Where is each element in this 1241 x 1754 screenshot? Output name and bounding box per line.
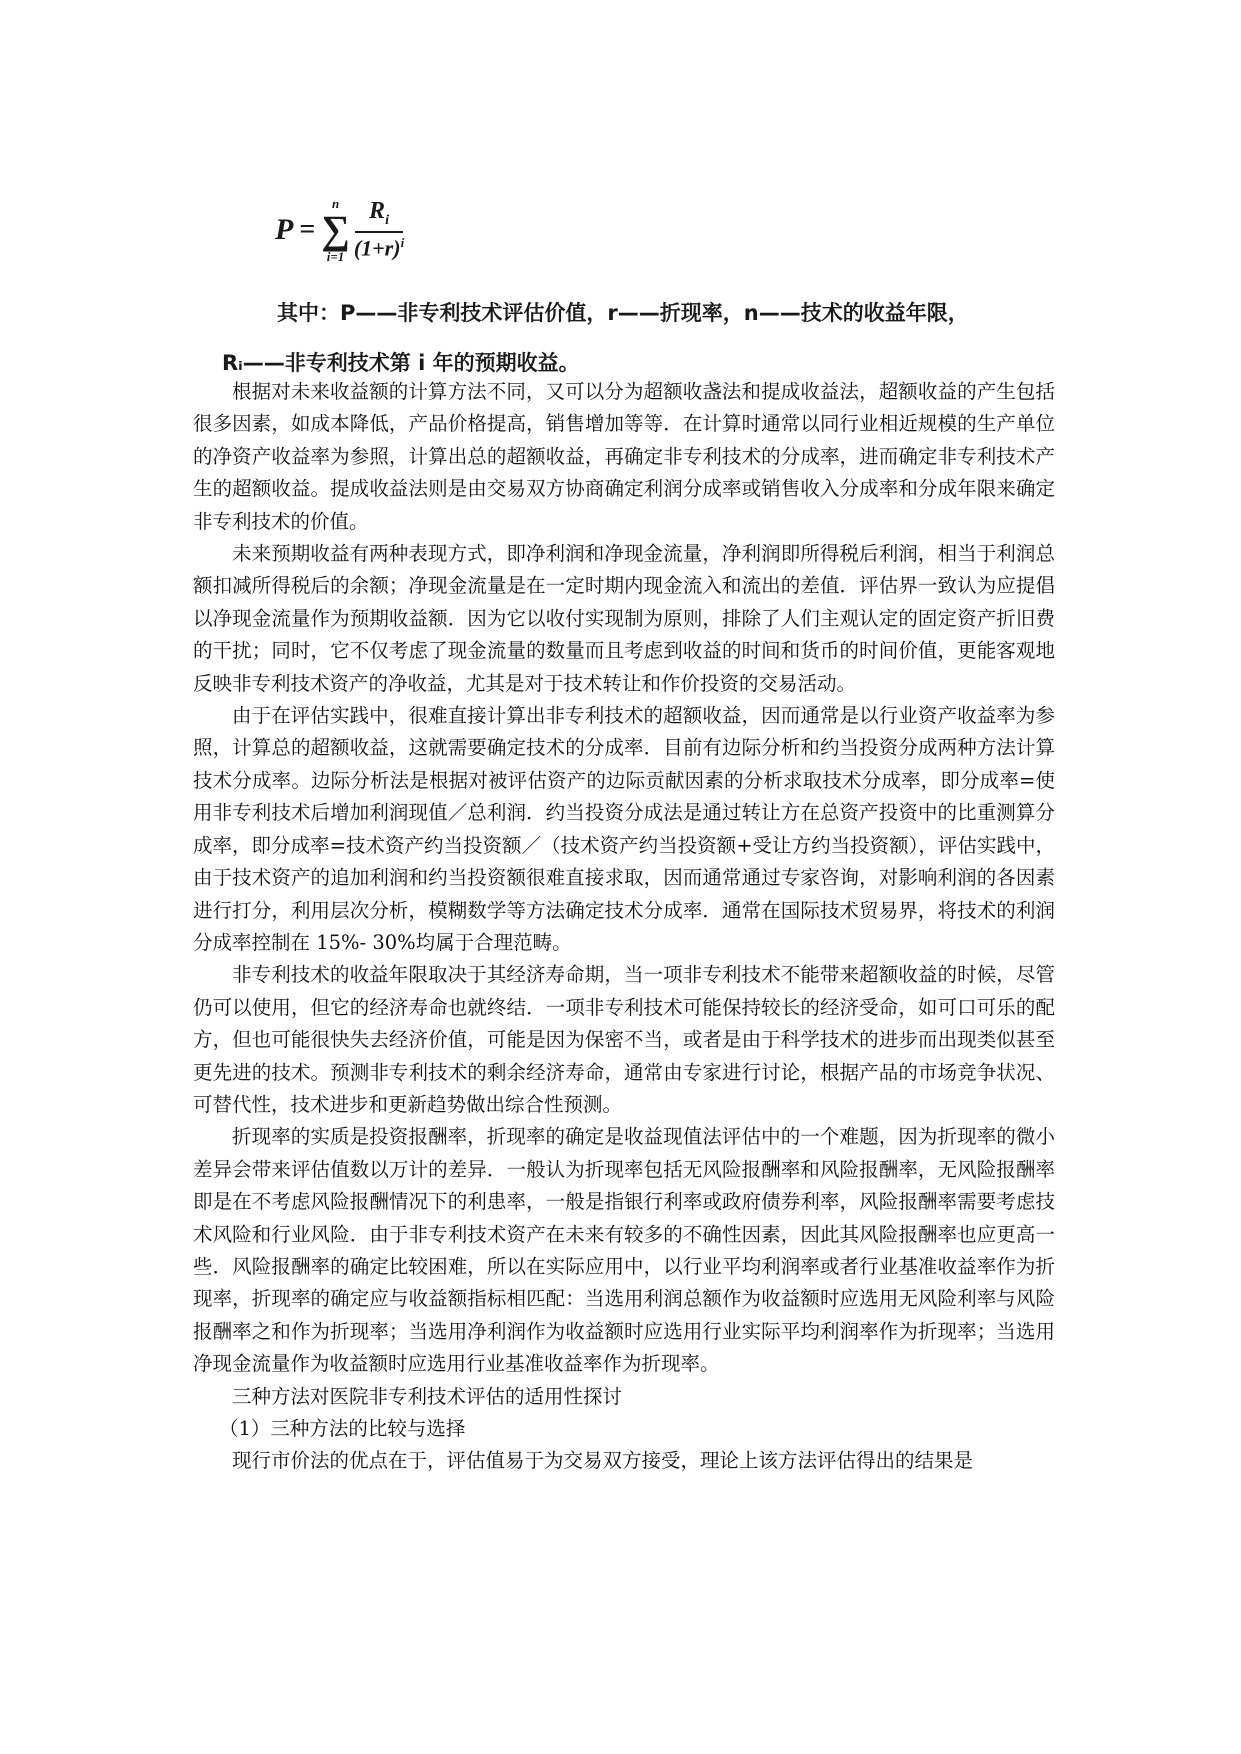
sigma-symbol: ∑ — [321, 207, 350, 252]
section-heading: 三种方法对医院非专利技术评估的适用性探讨 — [232, 1384, 623, 1408]
valuation-formula — [275, 190, 404, 270]
formula-definitions — [222, 288, 1062, 388]
paragraph-market-method: 现行市价法的优点在于，评估值易于为交易双方接受，理论上该方法评估得出的结果是 — [232, 1449, 974, 1473]
denominator-superscript: i — [400, 235, 405, 251]
paragraph-expected-income: 未来预期收益有两种表现方式，即净利润和净现金流量，净利润即所得税后利润，相当于利润总额扣减所得税后的余额；净现金流量是在一定时期内现金流入和流出的差值．评估界一致认为应提倡以净现金流量作为预期收益额．因为它以收付实现制为原则，排除了人们主观认定的固定资产折旧费的干扰；同时，它不仅考虑了现金流量的数量而且考虑到收益的时间和货币的时间价值，更能客观地反映非专利技术资产的净收益，尤其是对于技术转让和作价投资的交易活动。 — [193, 542, 1055, 695]
fraction-numerator: $R_i$ — [355, 198, 403, 233]
definition-line-2: Rᵢ——非专利技术第 i 年的预期收益。 — [222, 351, 580, 375]
numerator-subscript: i — [385, 213, 389, 229]
subsection-heading: （1）三种方法的比较与选择 — [219, 1417, 466, 1440]
body-text — [193, 376, 1055, 1478]
sum-lower-limit: i=1 — [326, 249, 345, 264]
fraction — [354, 198, 404, 261]
paragraph-discount-rate: 折现率的实质是投资报酬率，折现率的确定是收益现值法评估中的一个难题，因为折现率的微小差异会带来评估值数以万计的差异．一般认为折现率包括无风险报酬率和风险报酬率，无风险报酬率即是在不考虑风险报酬情况下的利患率，一般是指银行利率或政府债券利率，风险报酬率需要考虑技术风险和行业风险．由于非专利技术资产在未来有较多的不确性因素，因此其风险报酬率也应更高一些．风险报酬率的确定比较困难，所以在实际应用中，以行业平均利润率或者行业基准收益率作为折现率，折现率的确定应与收益额指标相匹配：当选用利润总额作为收益额时应选用无风险利率与风险报酬率之和作为折现率；当选用净利润作为收益额时应选用行业实际平均利润率作为折现率；当选用净现金流量作为收益额时应选用行业基准收益率作为折现率。 — [193, 1125, 1055, 1376]
formula-equals: = — [299, 214, 316, 245]
paragraph-excess-income: 根据对未来收益额的计算方法不同，又可以分为超额收盏法和提成收益法，超额收益的产生包括很多因素，如成本降低，产品价格提高，销售增加等等．在计算时通常以同行业相近规模的生产单位的净资产收益率为参照，计算出总的超额收益，再确定非专利技术的分成率，进而确定非专利技术产生的超额收益。提成收益法则是由交易双方协商确定利润分成率或销售收入分成率和分成年限来确定非专利技术的价值。 — [193, 380, 1055, 533]
paragraph-sharing-rate: 由于在评估实践中，很难直接计算出非专利技术的超额收益，因而通常是以行业资产收益率为参照，计算总的超额收益，这就需要确定技术的分成率．目前有边际分析和约当投资分成两种方法计算技术分成率。边际分析法是根据对被评估资产的边际贡献因素的分析求取技术分成率，即分成率=使用非专利技术后增加利润现值／总利润．约当投资分成法是通过转让方在总资产投资中的比重测算分成率，即分成率=技术资产约当投资额／（技术资产约当投资额+受让方约当投资额），评估实践中，由于技术资产的追加利润和约当投资额很难直接求取，因而通常通过专家咨询，对影响利润的各因素进行打分，利用层次分析，模糊数学等方法确定技术分成率．通常在国际技术贸易界，将技术的利润分成率控制在 15%- 30%均属于合理范畴。 — [193, 704, 1055, 954]
fraction-denominator: $(1+r)^i$ — [353, 235, 405, 261]
formula-lhs: P — [275, 213, 294, 246]
summation — [321, 197, 350, 263]
definition-line-1: 其中：P——非专利技术评估价值，r——折现率，n——技术的收益年限， — [277, 301, 969, 325]
sum-upper-limit: n — [331, 196, 340, 211]
paragraph-income-period: 非专利技术的收益年限取决于其经济寿命期，当一项非专利技术不能带来超额收益的时候，尽管仍可以使用，但它的经济寿命也就终结．一项非专利技术可能保持较长的经济受命，如可口可乐的配方，但也可能很快失去经济价值，可能是因为保密不当，或者是由于科学技术的进步而出现类似甚至更先进的技术。预测非专利技术的剩余经济寿命，通常由专家进行讨论，根据产品的市场竞争状况、可替代性，技术进步和更新趋势做出综合性预测。 — [193, 963, 1055, 1116]
